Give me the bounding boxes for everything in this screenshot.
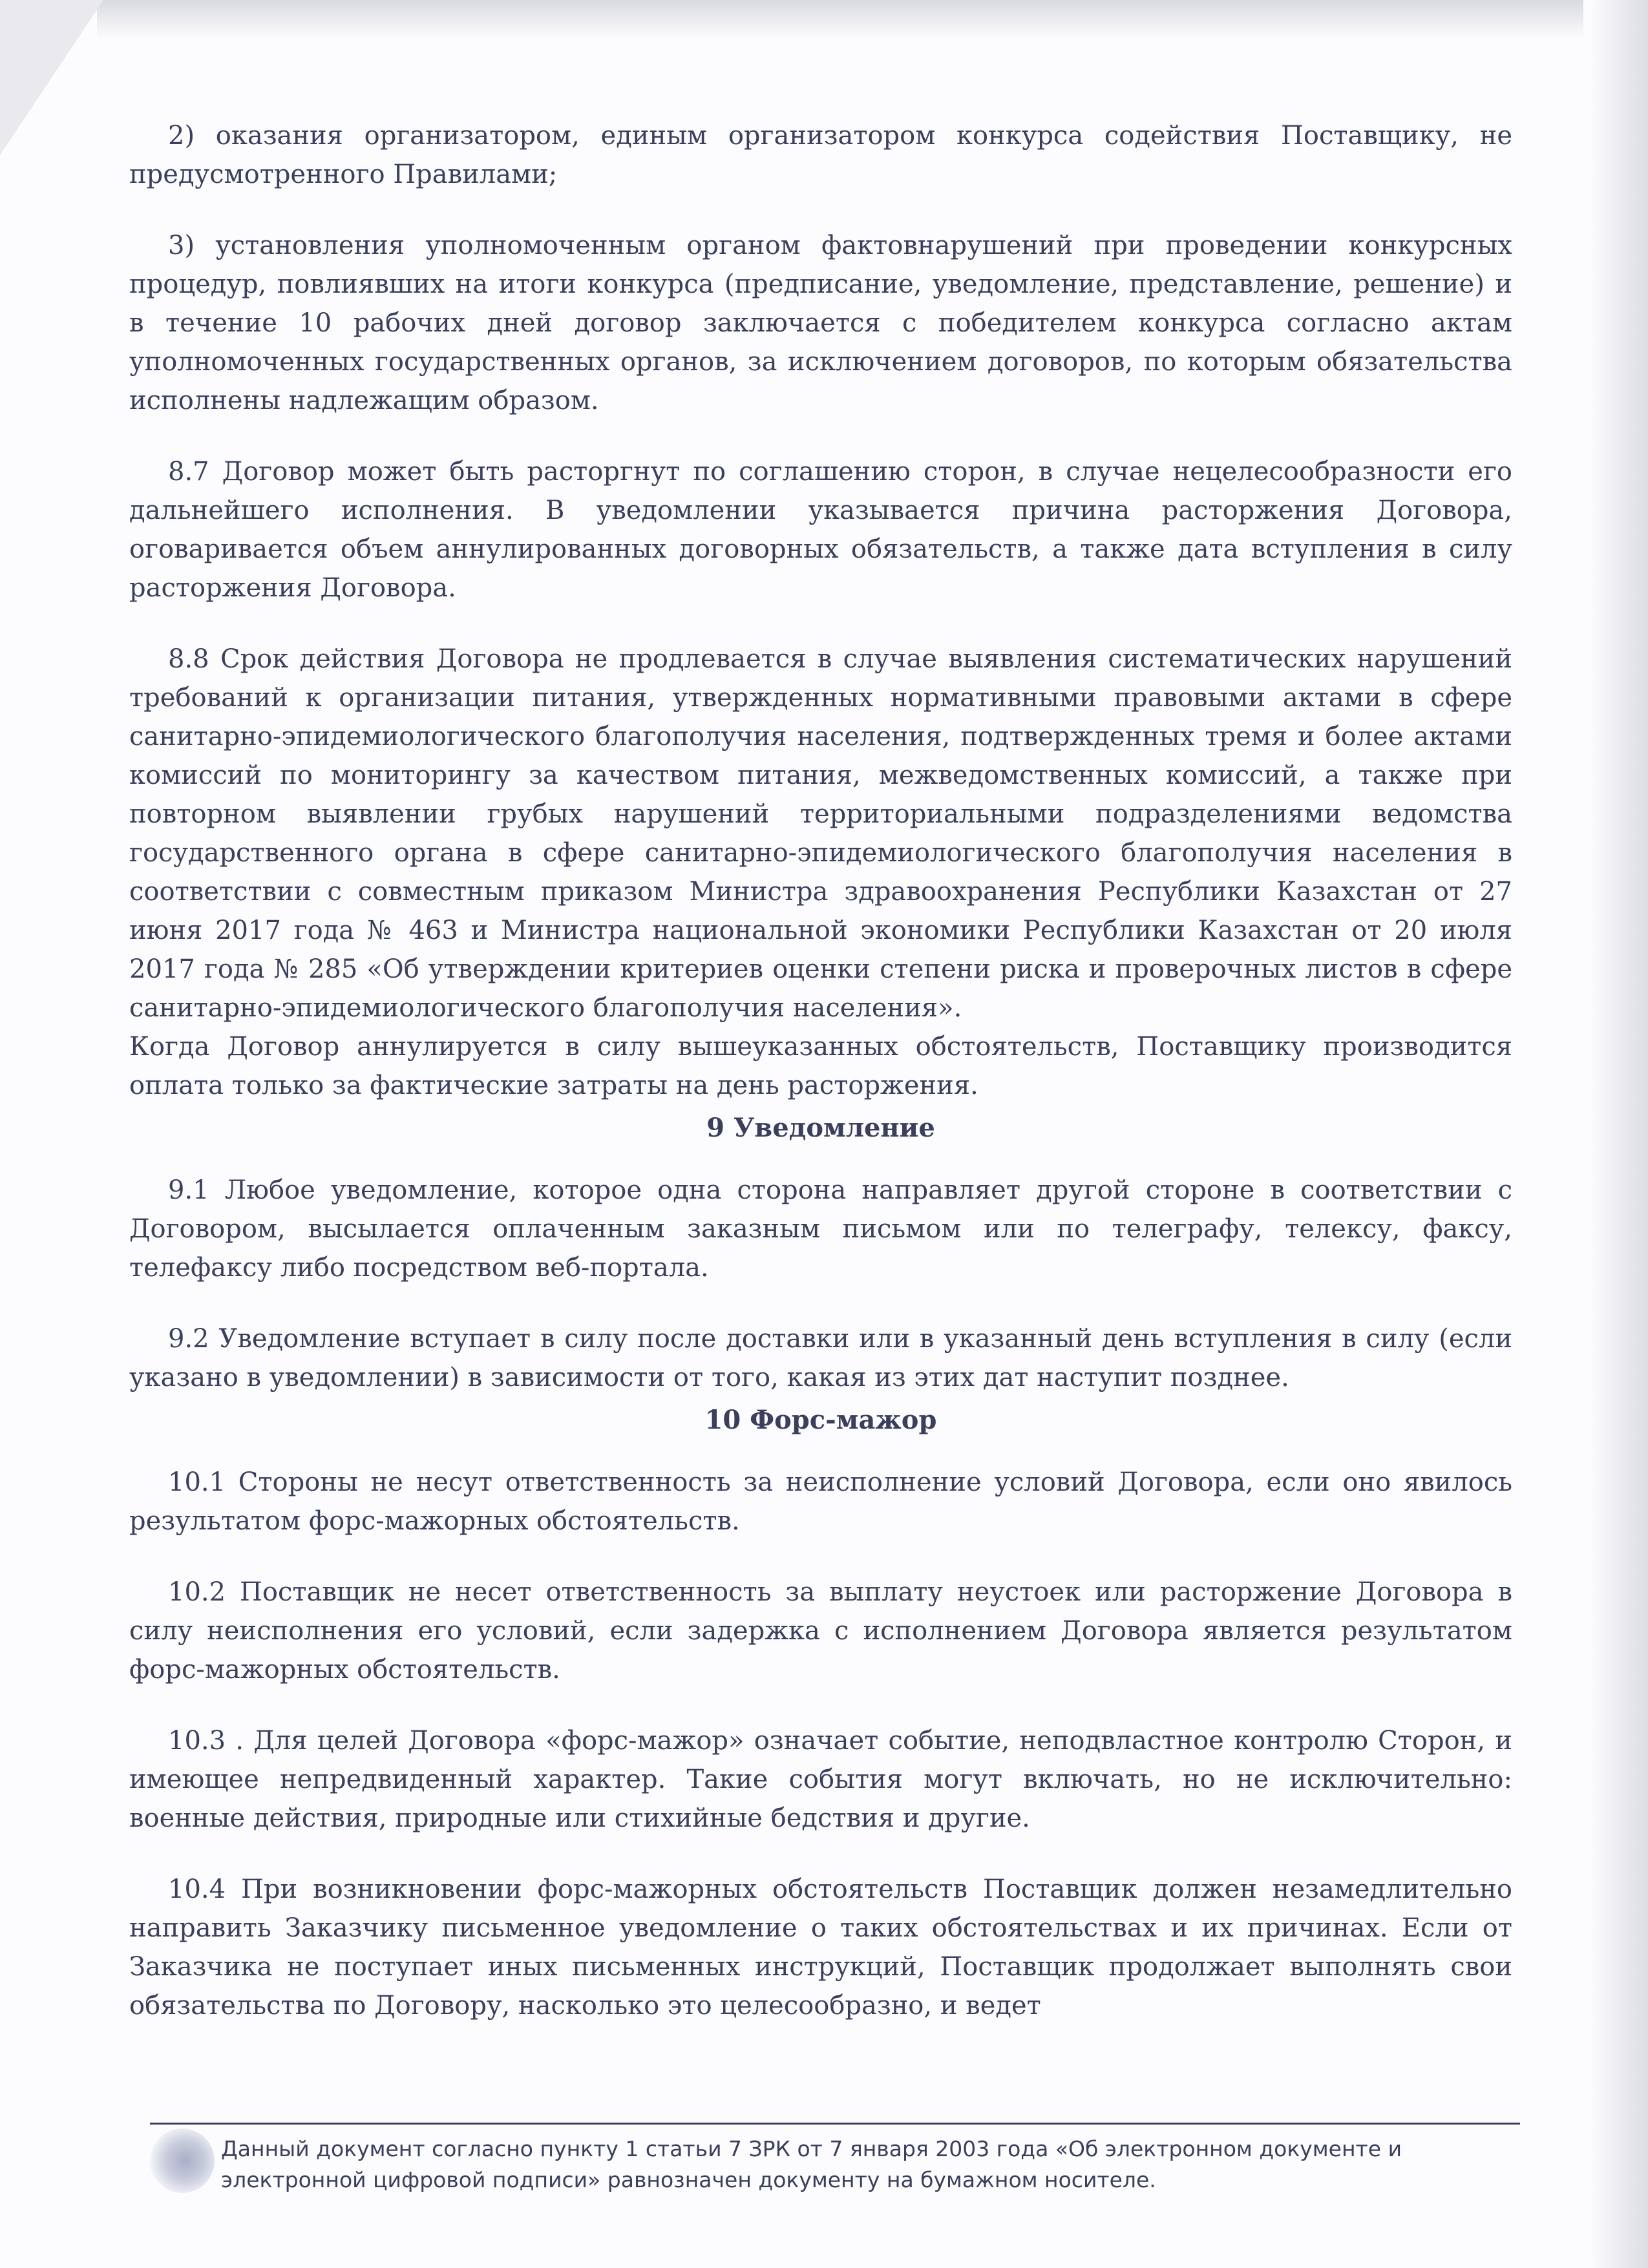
paragraph-10-2: 10.2 Поставщик не несет ответственность за выплату неустоек или расторжение Договора в силу неисполнения его условий, если задержка с исполнением Договора является результатом форс-мажорных обстоятельств. <box>129 1577 1512 1685</box>
paragraph-8-6-3: 3) установления уполномоченным органом фактовнарушений при проведении конкурсных процедур, повлиявших на итоги конкурса (предписание, уведомление, представление, решение) и в течение 10 рабочих дней договор заключается с победителем конкурса согласно актам уполномоченных государственных органов, за исключением договоров, по которым обязательства исполнены надлежащим образом. <box>129 231 1512 415</box>
paragraph-8-6-2: 2) оказания организатором, единым организатором конкурса содействия Поставщику, не предусмотренного Правилами; <box>129 121 1512 189</box>
section-9-title: 9 Уведомление <box>706 1113 935 1143</box>
paragraph-8-8-cont: Когда Договор аннулируется в силу вышеуказанных обстоятельств, Поставщику производится оплата только за фактические затраты на день расторжения. <box>129 1032 1512 1100</box>
stamp-icon <box>150 2128 215 2193</box>
paragraph-9-1: 9.1 Любое уведомление, которое одна сторона направляет другой стороне в соответствии с Договором, высылается оплаченным заказным письмом или по телеграфу, телексу, факсу, телефаксу либо посредством веб-портала. <box>129 1175 1512 1283</box>
footer-note: Данный документ согласно пункту 1 статьи 7 ЗРК от 7 января 2003 года «Об электронном документе и электронной цифровой подписи» равнозначен документу на бумажном носителе. <box>221 2136 1402 2192</box>
document-body <box>129 116 1512 2025</box>
paragraph-9-2: 9.2 Уведомление вступает в силу после доставки или в указанный день вступления в силу (если указано в уведомлении) в зависимости от того, какая из этих дат наступит позднее. <box>129 1324 1512 1392</box>
scan-corner <box>0 0 103 155</box>
paragraph-10-1: 10.1 Стороны не несут ответственность за неисполнение условий Договора, если оно явилось результатом форс-мажорных обстоятельств. <box>129 1467 1512 1536</box>
paragraph-8-7: 8.7 Договор может быть расторгнут по соглашению сторон, в случае нецелесообразности его дальнейшего исполнения. В уведомлении указывается причина расторжения Договора, оговаривается объем аннулированных договорных обязательств, а также дата вступления в силу расторжения Договора. <box>129 457 1512 603</box>
scan-edge-right <box>1590 0 1648 2268</box>
page-footer <box>150 2123 1520 2192</box>
scan-edge-top <box>97 0 1583 39</box>
section-10-title: 10 Форс-мажор <box>704 1405 937 1435</box>
paragraph-8-8: 8.8 Срок действия Договора не продлевается в случае выявления систематических нарушений требований к организации питания, утвержденных нормативными правовыми актами в сфере санитарно-эпидемиологического благополучия населения, подтвержденных тремя и более актами комиссий по мониторингу за качеством питания, межведомственных комиссий, а также при повторном выявлении грубых нарушений территориальными подразделениями ведомства государственного органа в сфере санитарно-эпидемиологического благополучия населения в соответствии с совместным приказом Министра здравоохранения Республики Казахстан от 27 июня 2017 года № 463 и Министра национальной экономики Республики Казахстан от 20 июля 2017 года № 285 «Об утверждении критериев оценки степени риска и проверочных листов в сфере санитарно-эпидемиологического благополучия населения». <box>129 644 1512 1023</box>
paragraph-10-3: 10.3 . Для целей Договора «форс-мажор» означает событие, неподвластное контролю Сторон, и имеющее непредвиденный характер. Такие события могут включать, но не исключительно: военные действия, природные или стихийные бедствия и другие. <box>129 1726 1512 1833</box>
paragraph-10-4: 10.4 При возникновении форс-мажорных обстоятельств Поставщик должен незамедлительно направить Заказчику письменное уведомление о таких обстоятельствах и их причинах. Если от Заказчика не поступает иных письменных инструкций, Поставщик продолжает выполнять свои обязательства по Договору, насколько это целесообразно, и ведет <box>129 1874 1512 2021</box>
